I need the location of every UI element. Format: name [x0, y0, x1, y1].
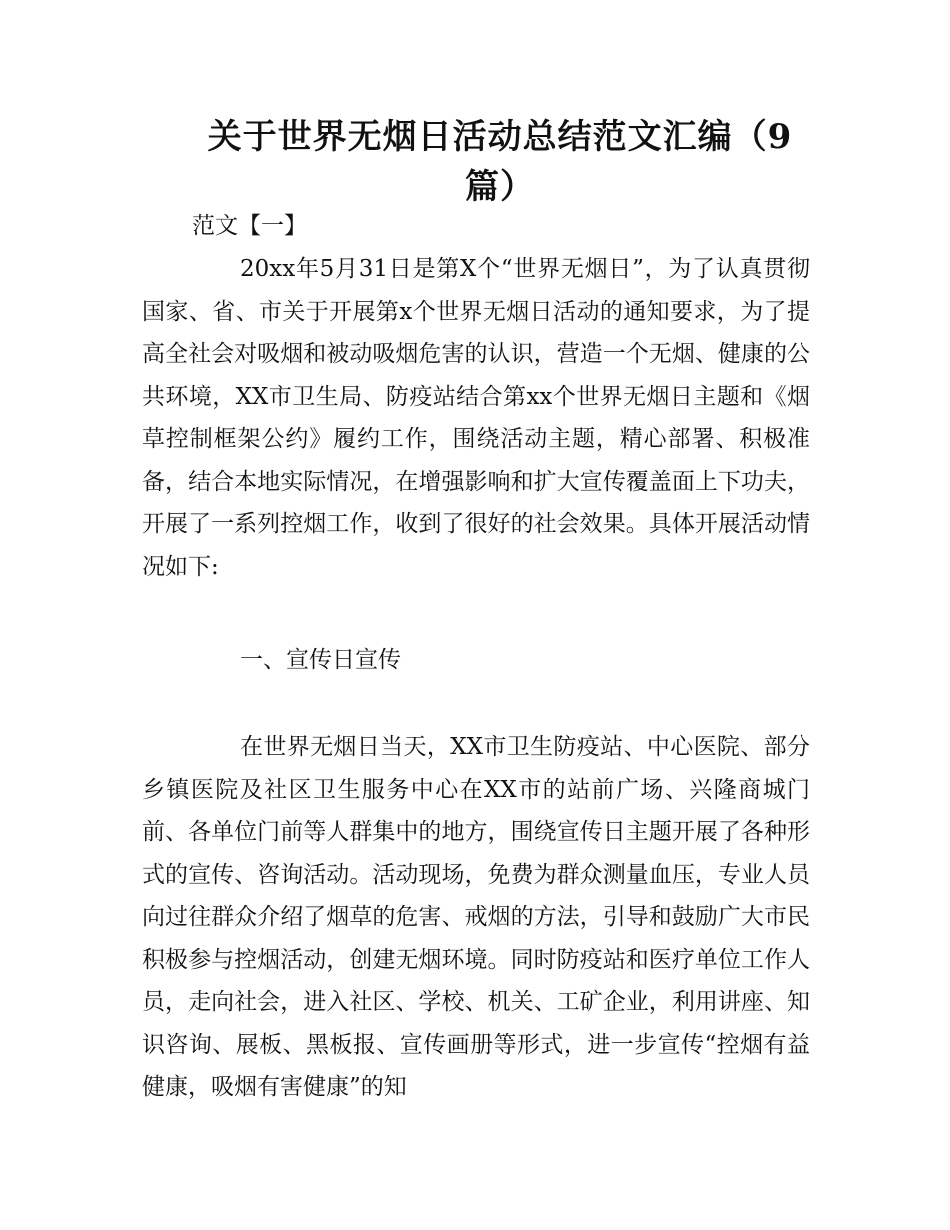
- section-label: 范文【一】: [192, 213, 307, 239]
- paragraph-intro: 20xx年5月31日是第X个“世界无烟日”，为了认真贯彻国家、省、市关于开展第x个世界无烟日活动的通知要求，为了提高全社会对吸烟和被动吸烟危害的认识，营造一个无烟、健康的公共环境，XX市卫生局、防疫站结合第xx个世界无烟日主题和《烟草控制框架公约》履约工作，围绕活动主题，精心部署、积极准备，结合本地实际情况，在增强影响和扩大宣传覆盖面上下功夫，开展了一系列控烟工作，收到了很好的社会效果。具体开展活动情况如下:: [142, 256, 810, 580]
- section-heading: 一、宣传日宣传: [240, 647, 401, 673]
- document-title: 关于世界无烟日活动总结范文汇编（9篇）: [207, 117, 793, 207]
- paragraph-publicity: 在世界无烟日当天，XX市卫生防疫站、中心医院、部分乡镇医院及社区卫生服务中心在XX市的站前广场、兴隆商城门前、各单位门前等人群集中的地方，围绕宣传日主题开展了各种形式的宣传、咨询活动。活动现场，免费为群众测量血压，专业人员向过往群众介绍了烟草的危害、戒烟的方法，引导和鼓励广大市民积极参与控烟活动，创建无烟环境。同时防疫站和医疗单位工作人员，走向社会，进入社区、学校、机关、工矿企业，利用讲座、知识咨询、展板、黑板报、宣传画册等形式，进一步宣传“控烟有益健康，吸烟有害健康”的知: [142, 734, 810, 1100]
